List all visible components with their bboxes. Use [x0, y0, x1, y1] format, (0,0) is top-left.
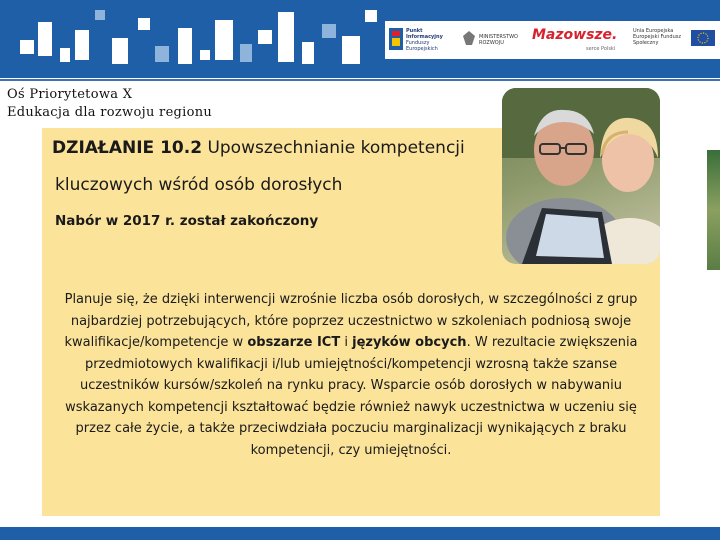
description-paragraph	[52, 289, 650, 461]
fundusze-europejskie-logo	[389, 25, 459, 55]
partner-logos	[385, 21, 720, 59]
logo-line: Europejski Fundusz	[633, 34, 681, 40]
mazowsze-text: Mazowsze.	[532, 27, 618, 43]
logo-line: Społeczny	[633, 40, 659, 46]
mazowsze-logo	[530, 25, 625, 55]
description-languages: języków obcych	[352, 335, 467, 350]
axis-line-2: Edukacja dla rozwoju regionu	[7, 105, 213, 120]
logo-line: Unia Europejska	[633, 28, 674, 34]
logo-line: Informacyjny	[406, 34, 443, 40]
eu-flag-icon	[691, 30, 715, 46]
action-label: DZIAŁANIE 10.2	[52, 138, 203, 158]
photo-illustration	[502, 88, 660, 264]
unia-europejska-logo	[633, 25, 719, 55]
recruitment-status: Nabór w 2017 r. został zakończony	[55, 213, 319, 229]
description-part1: Planuje się, że dzięki interwencji wzrośnie liczba osób dorosłych, w szczególności z grup najbardziej potrzebujących, które poprzez uczestnictwo w szkoleniach podniosą swoje kwalifikacje/kompetencje w	[64, 292, 638, 350]
action-title	[52, 138, 465, 158]
axis-line-1: Oś Priorytetowa X	[7, 87, 133, 102]
description-ict: obszarze ICT	[247, 335, 341, 350]
header-banner	[0, 0, 720, 78]
action-title-line2: kluczowych wśród osób dorosłych	[55, 175, 343, 195]
description-connector: i	[340, 335, 353, 350]
side-photo-strip	[707, 150, 720, 270]
adult-learners-photo	[502, 88, 660, 264]
eagle-icon	[463, 31, 475, 45]
logo-line: MINISTERSTWO	[479, 34, 518, 40]
action-name: Upowszechnianie kompetencji	[207, 138, 465, 158]
ministerstwo-logo	[463, 25, 523, 55]
fe-star-icon	[389, 28, 403, 50]
description-part2: . W rezultacie zwiększenia przedmiotowych kwalifikacji i/lub umiejętności/kompetencji wzrosną także szanse uczestników kursów/szkoleń na rynku pracy. Wsparcie osób dorosłych w nabywaniu wskazanych kompetencji kształtować będzie również nawyk uczestnictwa w uczeniu się przez całe życie, a także przeciwdziała poczuciu marginalizacji wynikających z braku kompetencji, czy umiejętności.	[65, 335, 638, 458]
header-divider	[0, 79, 720, 81]
logo-line: ROZWOJU	[479, 40, 504, 46]
mazowsze-sub: serce Polski	[586, 46, 616, 52]
logo-line: Punkt	[406, 28, 423, 34]
priority-axis-title	[7, 86, 212, 122]
footer-bar	[0, 527, 720, 540]
logo-line: Funduszy Europejskich	[406, 40, 438, 52]
